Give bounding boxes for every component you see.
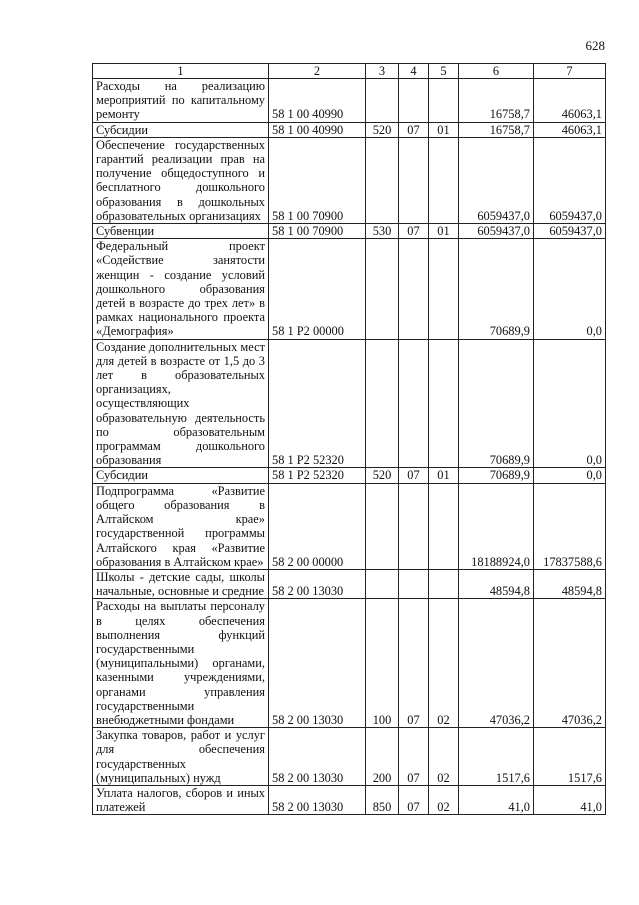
row-code: 58 1 00 70900 (269, 224, 366, 239)
row-col4 (399, 239, 429, 339)
row-col5 (429, 239, 459, 339)
row-description: Расходы на реализацию мероприятий по капитальному ремонту (93, 79, 269, 123)
row-col4 (399, 137, 429, 223)
row-col5: 02 (429, 728, 459, 786)
row-amount-7: 0,0 (534, 468, 606, 483)
header-cell: 1 (93, 64, 269, 79)
page-number: 628 (585, 38, 605, 53)
row-amount-6: 1517,6 (459, 728, 534, 786)
table-row (93, 339, 606, 468)
row-code: 58 1 00 70900 (269, 137, 366, 223)
row-code: 58 1 00 40990 (269, 122, 366, 137)
row-col3: 520 (366, 468, 399, 483)
row-description: Уплата налогов, сборов и иных платежей (93, 785, 269, 814)
row-code: 58 1 P2 52320 (269, 339, 366, 468)
row-amount-7: 47036,2 (534, 599, 606, 728)
table-row (93, 239, 606, 339)
row-amount-6: 6059437,0 (459, 224, 534, 239)
row-amount-6: 16758,7 (459, 79, 534, 123)
row-col5: 02 (429, 599, 459, 728)
row-col4: 07 (399, 224, 429, 239)
row-amount-7: 0,0 (534, 239, 606, 339)
row-col5 (429, 483, 459, 569)
row-description: Подпрограмма «Развитие общего образования в Алтайском крае» государственной программы Алтайского края «Развитие образования в Алтайском крае» (93, 483, 269, 569)
row-code: 58 1 00 40990 (269, 79, 366, 123)
row-col4: 07 (399, 785, 429, 814)
row-code: 58 2 00 13030 (269, 569, 366, 598)
row-amount-7: 17837588,6 (534, 483, 606, 569)
row-col5: 02 (429, 785, 459, 814)
row-col3: 530 (366, 224, 399, 239)
row-description: Закупка товаров, работ и услуг для обеспечения государственных (муниципальных) нужд (93, 728, 269, 786)
row-col3 (366, 137, 399, 223)
row-col4: 07 (399, 599, 429, 728)
row-col4: 07 (399, 122, 429, 137)
row-amount-6: 48594,8 (459, 569, 534, 598)
row-amount-7: 1517,6 (534, 728, 606, 786)
row-col5: 01 (429, 122, 459, 137)
row-description: Субсидии (93, 468, 269, 483)
row-col5 (429, 569, 459, 598)
table-row (93, 79, 606, 123)
row-description: Обеспечение государственных гарантий реализации прав на получение общедоступного и бесплатного дошкольного образования в дошкольных образовательных организациях (93, 137, 269, 223)
row-col5 (429, 137, 459, 223)
row-code: 58 2 00 13030 (269, 728, 366, 786)
header-cell: 3 (366, 64, 399, 79)
row-description: Создание дополнительных мест для детей в возрасте от 1,5 до 3 лет в образовательных организациях, осуществляющих образовательную деятельность по образовательным программам дошкольного образования (93, 339, 269, 468)
row-amount-6: 18188924,0 (459, 483, 534, 569)
budget-table (92, 63, 606, 815)
row-amount-7: 0,0 (534, 339, 606, 468)
row-description: Расходы на выплаты персоналу в целях обеспечения выполнения функций государственными (муниципальными) органами, казенными учреждениями, органами управления государственными внебюджетными фондами (93, 599, 269, 728)
row-amount-6: 16758,7 (459, 122, 534, 137)
row-code: 58 1 P2 52320 (269, 468, 366, 483)
row-amount-6: 41,0 (459, 785, 534, 814)
row-col3 (366, 239, 399, 339)
header-cell: 4 (399, 64, 429, 79)
row-col3: 200 (366, 728, 399, 786)
row-code: 58 1 P2 00000 (269, 239, 366, 339)
table-row (93, 483, 606, 569)
table-row (93, 785, 606, 814)
header-cell: 7 (534, 64, 606, 79)
row-col3: 850 (366, 785, 399, 814)
table-header-row (93, 64, 606, 79)
table-row (93, 137, 606, 223)
table-row (93, 728, 606, 786)
row-code: 58 2 00 13030 (269, 785, 366, 814)
row-description: Федеральный проект «Содействие занятости женщин - создание условий дошкольного образования детей в возрасте до трех лет» в рамках национального проекта «Демография» (93, 239, 269, 339)
row-description: Школы - детские сады, школы начальные, основные и средние (93, 569, 269, 598)
row-col3: 520 (366, 122, 399, 137)
row-code: 58 2 00 13030 (269, 599, 366, 728)
row-col4 (399, 483, 429, 569)
row-amount-7: 6059437,0 (534, 137, 606, 223)
table-row (93, 224, 606, 239)
row-col3: 100 (366, 599, 399, 728)
row-col3 (366, 569, 399, 598)
row-description: Субвенции (93, 224, 269, 239)
row-amount-7: 46063,1 (534, 122, 606, 137)
table-row (93, 122, 606, 137)
row-col3 (366, 79, 399, 123)
row-amount-6: 47036,2 (459, 599, 534, 728)
row-col4: 07 (399, 468, 429, 483)
header-cell: 2 (269, 64, 366, 79)
header-cell: 6 (459, 64, 534, 79)
row-col5: 01 (429, 468, 459, 483)
header-cell: 5 (429, 64, 459, 79)
row-code: 58 2 00 00000 (269, 483, 366, 569)
row-col5 (429, 79, 459, 123)
row-amount-7: 41,0 (534, 785, 606, 814)
row-amount-6: 70689,9 (459, 239, 534, 339)
row-amount-6: 6059437,0 (459, 137, 534, 223)
row-col4 (399, 569, 429, 598)
row-amount-6: 70689,9 (459, 468, 534, 483)
row-col4 (399, 79, 429, 123)
row-col3 (366, 339, 399, 468)
row-amount-6: 70689,9 (459, 339, 534, 468)
row-col4 (399, 339, 429, 468)
row-col5 (429, 339, 459, 468)
row-amount-7: 48594,8 (534, 569, 606, 598)
table-row (93, 468, 606, 483)
row-col3 (366, 483, 399, 569)
row-col5: 01 (429, 224, 459, 239)
row-amount-7: 46063,1 (534, 79, 606, 123)
row-col4: 07 (399, 728, 429, 786)
row-amount-7: 6059437,0 (534, 224, 606, 239)
table-row (93, 599, 606, 728)
row-description: Субсидии (93, 122, 269, 137)
table-row (93, 569, 606, 598)
